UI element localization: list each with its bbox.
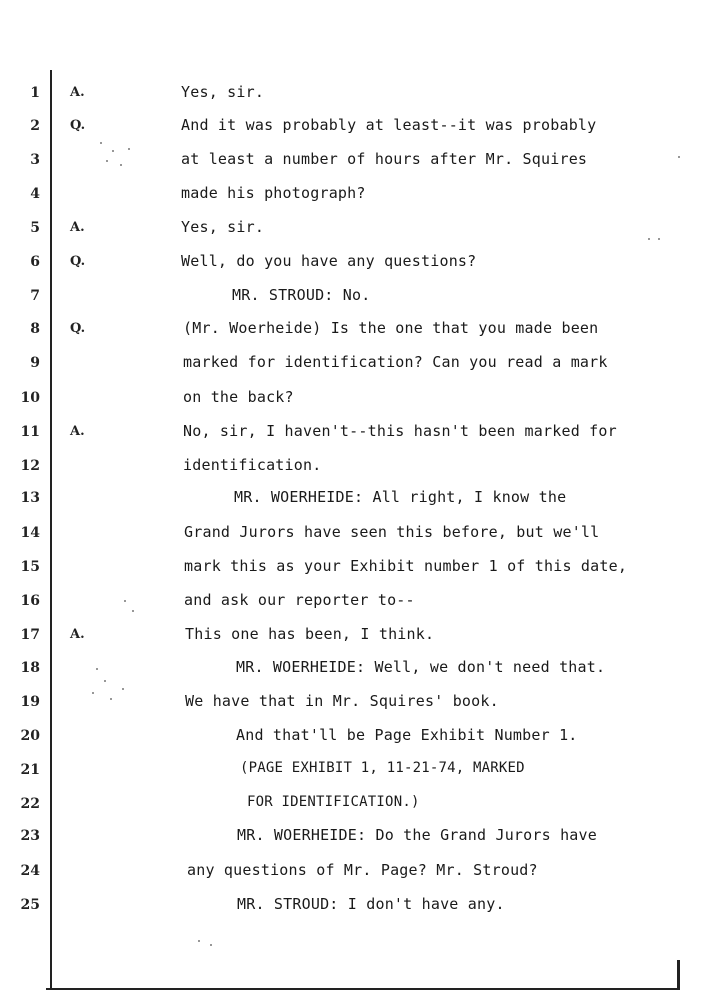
- right-margin-mark: [677, 960, 680, 990]
- line-number: 2: [30, 118, 40, 134]
- transcript-line: [0, 790, 720, 820]
- line-text: (PAGE EXHIBIT 1, 11-21-74, MARKED: [240, 760, 525, 776]
- scan-speck: [210, 944, 212, 946]
- speaker-label: Q.: [70, 118, 86, 133]
- speaker-label: Q.: [70, 321, 86, 336]
- speaker-label: A.: [70, 220, 85, 235]
- transcript-line: [0, 452, 720, 482]
- scan-speck: [132, 610, 134, 612]
- line-number: 15: [20, 559, 40, 575]
- line-number: 4: [30, 186, 40, 202]
- line-text: And that'll be Page Exhibit Number 1.: [236, 726, 578, 744]
- line-number: 13: [20, 490, 40, 506]
- transcript-line: [0, 553, 720, 583]
- scan-speck: [648, 238, 650, 240]
- transcript-line: [0, 688, 720, 718]
- line-number: 3: [30, 152, 40, 168]
- line-text: made his photograph?: [181, 184, 366, 202]
- transcript-line: [0, 654, 720, 684]
- line-text: And it was probably at least--it was probably: [181, 116, 597, 134]
- line-number: 6: [30, 254, 40, 270]
- line-number: 21: [20, 762, 40, 778]
- line-number: 23: [20, 828, 40, 844]
- line-number: 5: [30, 220, 40, 236]
- line-number: 22: [20, 796, 40, 812]
- scan-speck: [128, 148, 130, 150]
- line-number: 9: [30, 355, 40, 371]
- transcript-line: [0, 180, 720, 210]
- scan-speck: [122, 688, 124, 690]
- line-number: 20: [20, 728, 40, 744]
- transcript-line: [0, 756, 720, 786]
- line-text: any questions of Mr. Page? Mr. Stroud?: [187, 861, 538, 879]
- transcript-line: [0, 587, 720, 617]
- speaker-label: A.: [70, 424, 85, 439]
- transcript-line: [0, 822, 720, 852]
- line-text: and ask our reporter to--: [184, 591, 415, 609]
- line-text: MR. WOERHEIDE: Do the Grand Jurors have: [237, 826, 597, 844]
- transcript-line: [0, 349, 720, 379]
- line-text: Well, do you have any questions?: [181, 252, 477, 270]
- line-number: 18: [20, 660, 40, 676]
- line-text: FOR IDENTIFICATION.): [247, 794, 420, 810]
- line-text: We have that in Mr. Squires' book.: [185, 692, 499, 710]
- line-number: 19: [20, 694, 40, 710]
- line-text: (Mr. Woerheide) Is the one that you made been: [183, 319, 599, 337]
- transcript-line: [0, 248, 720, 278]
- transcript-line: [0, 146, 720, 176]
- line-number: 10: [20, 390, 40, 406]
- scan-speck: [198, 940, 200, 942]
- line-text: Yes, sir.: [181, 218, 265, 236]
- line-text: mark this as your Exhibit number 1 of this date,: [184, 557, 628, 575]
- line-number: 7: [30, 288, 40, 304]
- line-number: 16: [20, 593, 40, 609]
- transcript-line: [0, 484, 720, 514]
- line-text: marked for identification? Can you read a mark: [183, 353, 608, 371]
- speaker-label: A.: [70, 85, 85, 100]
- transcript-line: [0, 384, 720, 414]
- line-text: This one has been, I think.: [185, 625, 435, 643]
- line-text: No, sir, I haven't--this hasn't been marked for: [183, 422, 617, 440]
- transcript-line: [0, 621, 720, 651]
- scan-speck: [104, 680, 106, 682]
- transcript-line: [0, 891, 720, 921]
- transcript-line: [0, 282, 720, 312]
- line-text: on the back?: [183, 388, 294, 406]
- line-number: 17: [20, 627, 40, 643]
- scan-speck: [120, 164, 122, 166]
- scan-speck: [96, 668, 98, 670]
- line-text: MR. WOERHEIDE: All right, I know the: [234, 488, 567, 506]
- line-text: identification.: [183, 456, 322, 474]
- line-number: 24: [20, 863, 40, 879]
- line-number: 12: [20, 458, 40, 474]
- line-text: at least a number of hours after Mr. Squires: [181, 150, 588, 168]
- line-number: 25: [20, 897, 40, 913]
- scan-speck: [110, 698, 112, 700]
- transcript-line: [0, 79, 720, 109]
- transcript-line: [0, 214, 720, 244]
- bottom-rule: [46, 988, 680, 990]
- transcript-line: [0, 519, 720, 549]
- line-number: 8: [30, 321, 40, 337]
- transcript-line: [0, 418, 720, 448]
- transcript-line: [0, 857, 720, 887]
- line-number: 1: [30, 85, 40, 101]
- scan-speck: [100, 142, 102, 144]
- line-text: Yes, sir.: [181, 83, 265, 101]
- speaker-label: A.: [70, 627, 85, 642]
- scan-speck: [112, 150, 114, 152]
- scan-speck: [106, 160, 108, 162]
- transcript-line: [0, 112, 720, 142]
- transcript-line: [0, 315, 720, 345]
- speaker-label: Q.: [70, 254, 86, 269]
- line-text: MR. STROUD: I don't have any.: [237, 895, 505, 913]
- line-text: MR. WOERHEIDE: Well, we don't need that.: [236, 658, 606, 676]
- scan-speck: [658, 238, 660, 240]
- scan-speck: [678, 156, 680, 158]
- line-text: Grand Jurors have seen this before, but we'll: [184, 523, 600, 541]
- transcript-line: [0, 722, 720, 752]
- scan-speck: [124, 600, 126, 602]
- line-number: 14: [20, 525, 40, 541]
- scan-speck: [92, 692, 94, 694]
- line-text: MR. STROUD: No.: [232, 286, 371, 304]
- line-number: 11: [20, 424, 40, 440]
